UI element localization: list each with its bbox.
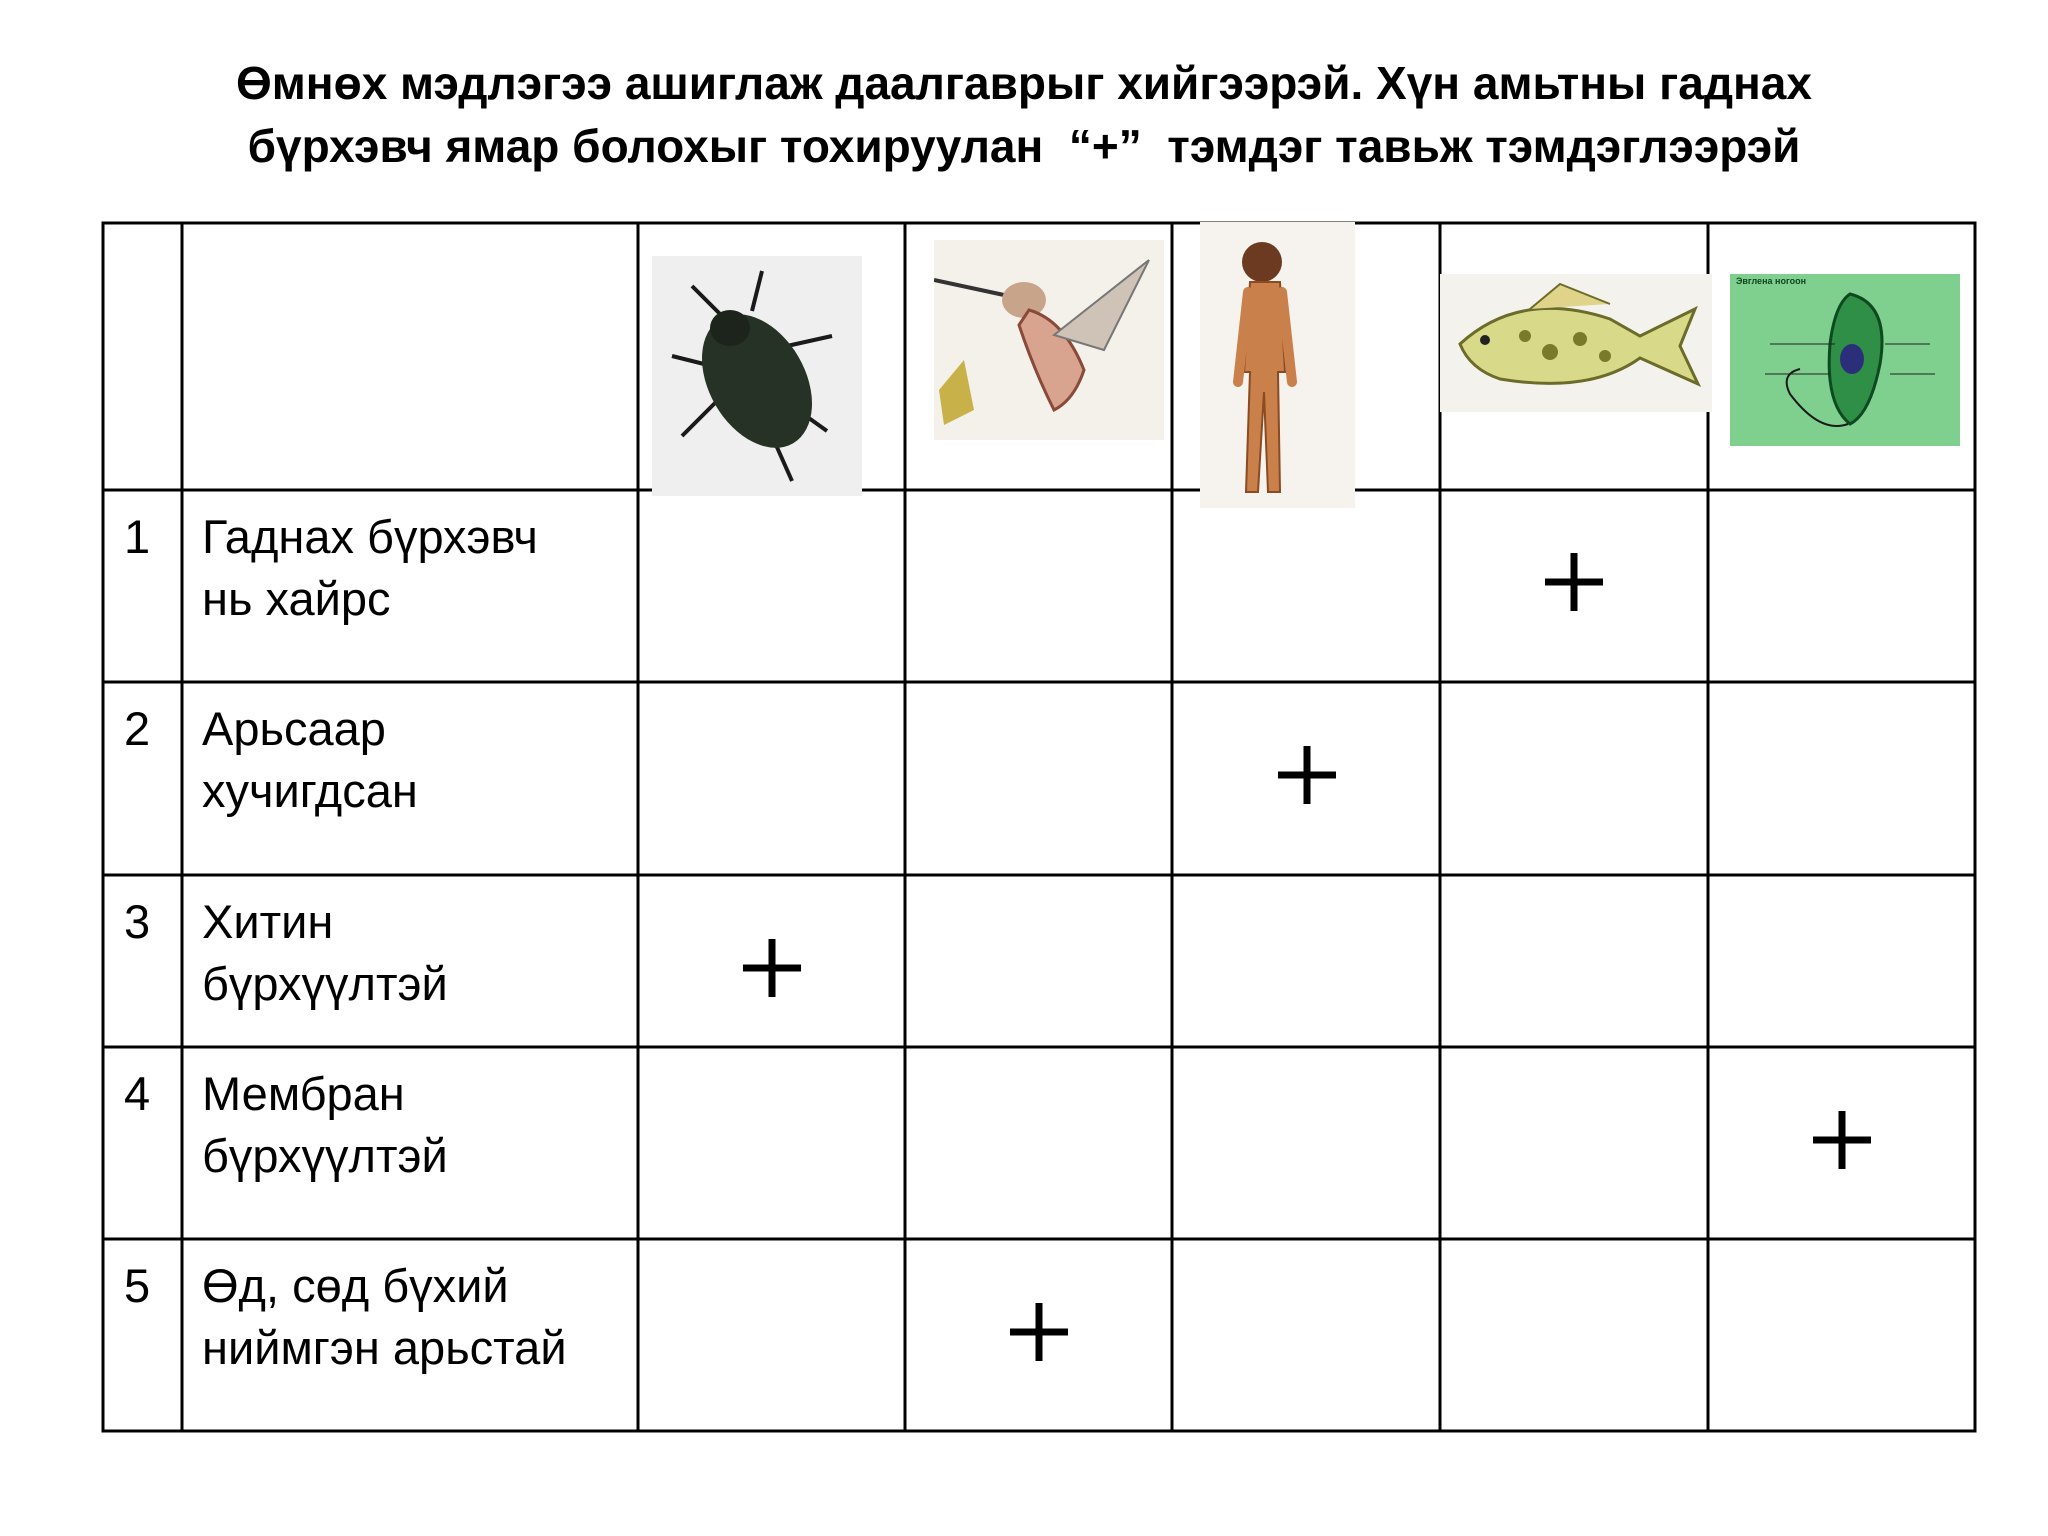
row-number-3: 3 (124, 895, 151, 948)
row-label-3: Хитин бүрхүүлтэй (202, 895, 448, 1010)
plus-icon (1004, 1297, 1074, 1367)
instruction-line-2: бүрхэвч ямар болохыг тохируулан “+” тэмдэг тавьж тэмдэглээрэй (247, 120, 1801, 172)
fish-picture (1440, 274, 1712, 412)
row-label-4: Мембран бүрхүүлтэй (202, 1067, 448, 1182)
beetle-picture (652, 256, 862, 496)
hummingbird-picture (934, 240, 1164, 440)
instruction-line-1: Өмнөх мэдлэгээ ашиглаж даалгаврыг хийгээрэй. Хүн амьтны гаднах (236, 57, 1812, 109)
plus-icon (1807, 1105, 1877, 1175)
human-picture (1200, 222, 1355, 508)
row-number-2: 2 (124, 702, 151, 755)
euglena-caption: Эвглена ногоон (1736, 276, 1807, 286)
row-number-4: 4 (124, 1067, 151, 1120)
plus-icon (737, 933, 807, 1003)
plus-icon (1272, 740, 1342, 810)
row-number-5: 5 (124, 1259, 151, 1312)
row-label-5: Өд, сөд бүхий ниймгэн арьстай (202, 1259, 567, 1374)
row-label-1: Гаднах бүрхэвч нь хайрс (202, 510, 538, 625)
row-number-1: 1 (124, 510, 151, 563)
row-label-2: Арьсаар хучигдсан (202, 702, 418, 817)
plus-icon (1539, 547, 1609, 617)
euglena-picture (1730, 274, 1960, 446)
